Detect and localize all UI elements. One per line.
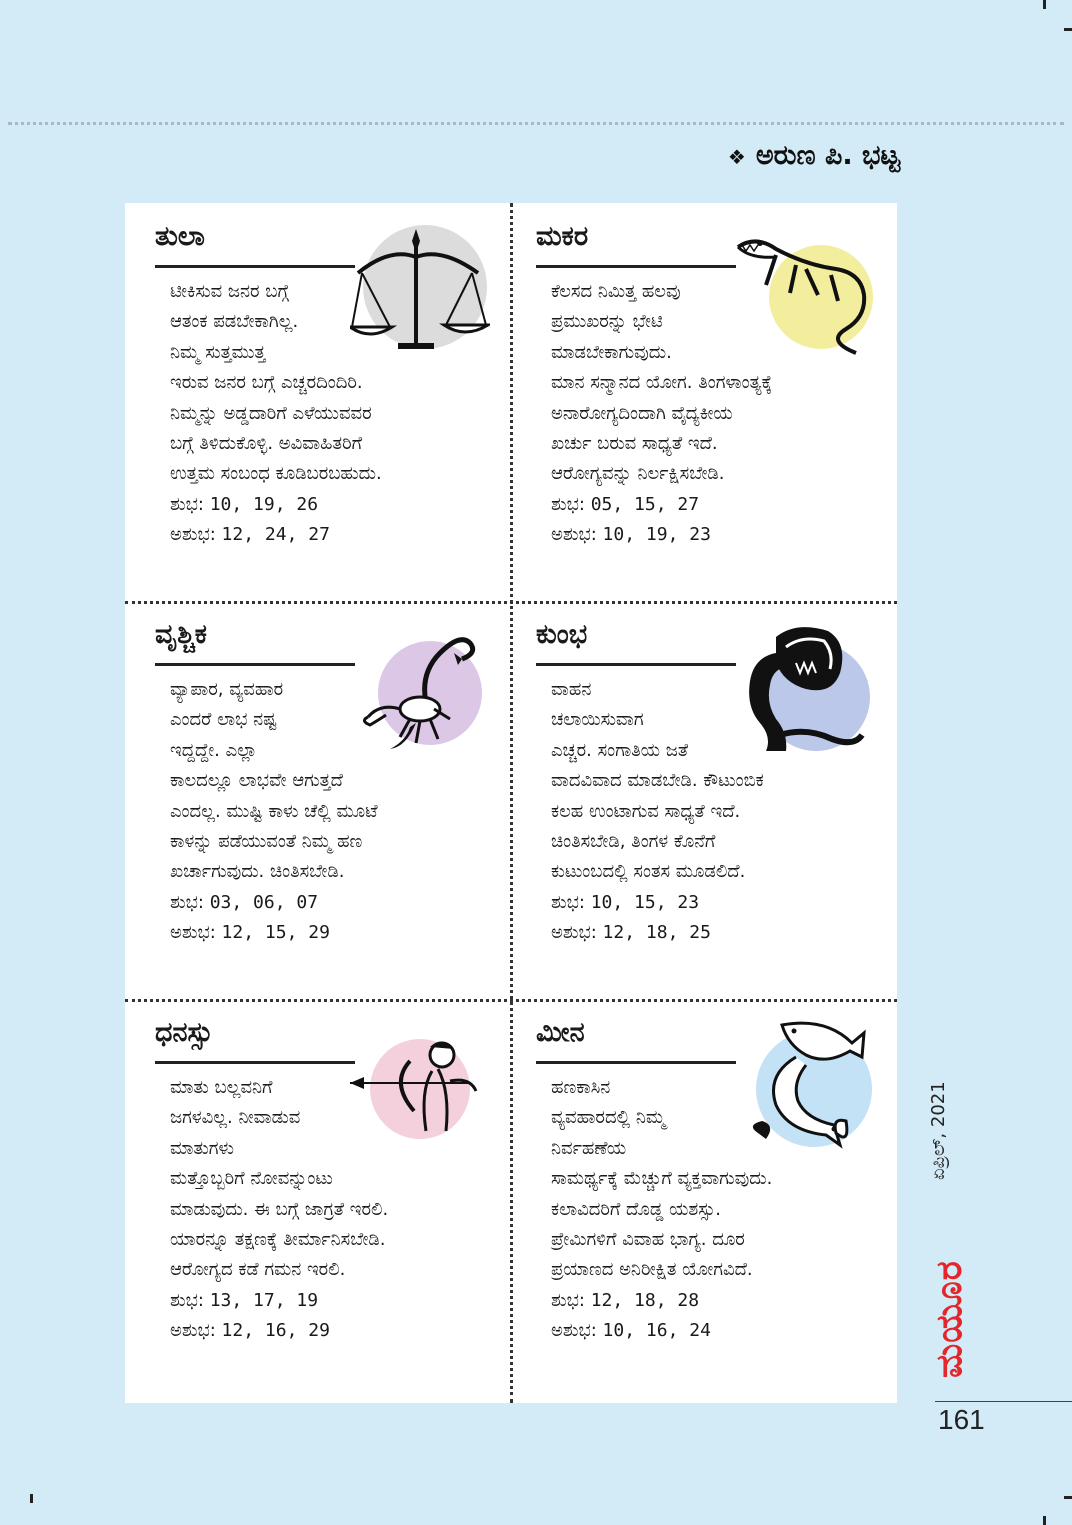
sign-title: ಮಕರ bbox=[536, 221, 589, 252]
sign-card-kumbha bbox=[511, 601, 897, 999]
text-line: ಕಾಲದಲ್ಲೂ ಲಾಭವೇ ಆಗುತ್ತದೆ bbox=[170, 770, 344, 792]
lucky-dates bbox=[170, 490, 500, 520]
text-line: ಮಾನ ಸನ್ಮಾನದ ಯೋಗ. ತಿಂಗಳಾಂತ್ಯಕ್ಕೆ bbox=[551, 372, 773, 394]
text-line: ಕಲಾವಿದರಿಗೆ ದೊಡ್ಡ ಯಶಸ್ಸು. bbox=[551, 1198, 721, 1220]
sign-card-meena bbox=[511, 999, 897, 1397]
unlucky-values: 12, 18, 25 bbox=[602, 922, 711, 944]
issue-date: ಏಪ್ರಿಲ್, 2021 bbox=[928, 1081, 949, 1180]
sign-description bbox=[551, 277, 881, 551]
crop-mark-right-bottom bbox=[1064, 1496, 1072, 1499]
text-line: ವಾದವಿವಾದ ಮಾಡಬೇಡಿ. ಕೌಟುಂಬಿಕ bbox=[551, 770, 764, 792]
text-line: ಆರೋಗ್ಯವನ್ನು ನಿರ್ಲಕ್ಷಿಸಬೇಡಿ. bbox=[551, 463, 725, 485]
text-line: ನಿರ್ವಹಣೆಯ bbox=[551, 1137, 627, 1159]
unlucky-label: ಅಶುಭ: bbox=[170, 922, 216, 944]
text-line: ಆತಂಕ ಪಡಬೇಕಾಗಿಲ್ಲ. bbox=[170, 311, 299, 333]
text-line: ಖರ್ಚು ಬರುವ ಸಾಧ್ಯತೆ ಇದೆ. bbox=[551, 433, 718, 455]
lucky-values: 05, 15, 27 bbox=[590, 493, 700, 515]
text-line: ಕುಟುಂಬದಲ್ಲಿ ಸಂತಸ ಮೂಡಲಿದೆ. bbox=[551, 861, 746, 883]
title-underline bbox=[536, 1061, 736, 1064]
sign-title: ಧನಸ್ಸು bbox=[155, 1017, 213, 1048]
sign-description bbox=[551, 675, 881, 949]
sign-card-vrischika bbox=[125, 601, 511, 999]
unlucky-label: ಅಶುಭ: bbox=[551, 922, 597, 944]
lucky-dates bbox=[551, 490, 881, 520]
unlucky-values: 12, 16, 29 bbox=[221, 1320, 330, 1342]
text-line: ಎಂದಲ್ಲ. ಮುಷ್ಟಿ ಕಾಳು ಚೆಲ್ಲಿ ಮೂಟೆ bbox=[170, 800, 378, 822]
text-line: ಇದ್ದದ್ದೇ. ಎಲ್ಲಾ bbox=[170, 739, 258, 761]
lucky-values: 10, 19, 26 bbox=[209, 493, 319, 515]
title-underline bbox=[155, 663, 355, 666]
crop-mark-top bbox=[1043, 0, 1046, 9]
lucky-values: 03, 06, 07 bbox=[209, 891, 319, 913]
unlucky-label: ಅಶುಭ: bbox=[551, 524, 597, 546]
text-line: ಉತ್ತಮ ಸಂಬಂಧ ಕೂಡಿಬರಬಹುದು. bbox=[170, 463, 382, 485]
title-underline bbox=[155, 1061, 355, 1064]
text-line: ನಿಮ್ಮನ್ನು ಅಡ್ಡದಾರಿಗೆ ಎಳೆಯುವವರ bbox=[170, 402, 372, 424]
sign-description bbox=[551, 1073, 881, 1347]
sign-description bbox=[170, 675, 500, 949]
text-line: ಹಣಕಾಸಿನ bbox=[551, 1077, 611, 1098]
text-line: ಪ್ರಯಾಣದ ಅನಿರೀಕ್ಷಿತ ಯೋಗವಿದೆ. bbox=[551, 1259, 753, 1281]
page-number-rule bbox=[935, 1401, 1072, 1402]
unlucky-dates bbox=[170, 520, 500, 550]
magazine-logo: ಮಯೂರ bbox=[929, 1260, 970, 1378]
sign-title: ಕುಂಭ bbox=[536, 619, 588, 650]
unlucky-values: 10, 16, 24 bbox=[602, 1320, 711, 1342]
title-underline bbox=[155, 265, 355, 268]
crop-mark-left-bottom bbox=[30, 1494, 33, 1503]
text-line: ಜಗಳವಿಲ್ಲ. ನೀವಾಡುವ bbox=[170, 1107, 301, 1129]
crop-mark-right-top bbox=[1064, 28, 1072, 31]
lucky-values: 12, 18, 28 bbox=[590, 1289, 700, 1311]
text-line: ಮಾಡಬೇಕಾಗುವುದು. bbox=[551, 341, 672, 363]
page-number: 161 bbox=[938, 1404, 985, 1435]
text-line: ಎಚ್ಚರ. ಸಂಗಾತಿಯ ಜತೆ bbox=[551, 739, 689, 761]
text-line: ಎಂದರೆ ಲಾಭ ನಷ್ಟ bbox=[170, 709, 277, 731]
diamond-bullet-icon: ❖ bbox=[727, 145, 746, 169]
lucky-dates bbox=[170, 1286, 500, 1316]
unlucky-values: 12, 15, 29 bbox=[221, 922, 330, 944]
text-line: ಬಗ್ಗೆ ತಿಳಿದುಕೊಳ್ಳಿ. ಅವಿವಾಹಿತರಿಗೆ bbox=[170, 433, 363, 455]
text-line: ವ್ಯಾಪಾರ, ವ್ಯವಹಾರ bbox=[170, 679, 284, 700]
crop-mark-bottom bbox=[1043, 1516, 1046, 1525]
unlucky-label: ಅಶುಭ: bbox=[551, 1320, 597, 1342]
horoscope-panel bbox=[125, 203, 897, 1403]
sign-card-tula bbox=[125, 203, 511, 601]
lucky-dates bbox=[170, 888, 500, 918]
author-name: ಅರುಣ ಪಿ. ಭಟ್ಟ bbox=[755, 140, 900, 171]
unlucky-dates bbox=[170, 1316, 500, 1346]
unlucky-values: 10, 19, 23 bbox=[602, 524, 711, 546]
unlucky-label: ಅಶುಭ: bbox=[170, 1320, 216, 1342]
text-line: ಕೆಲಸದ ನಿಮಿತ್ತ ಹಲವು bbox=[551, 281, 681, 302]
text-line: ಮಾತುಗಳು bbox=[170, 1137, 234, 1159]
title-underline bbox=[536, 265, 736, 268]
text-line: ಮಾಡುವುದು. ಈ ಬಗ್ಗೆ ಜಾಗ್ರತೆ ಇರಲಿ. bbox=[170, 1198, 389, 1220]
lucky-values: 10, 15, 23 bbox=[590, 891, 700, 913]
lucky-dates bbox=[551, 888, 881, 918]
title-underline bbox=[536, 663, 736, 666]
unlucky-dates bbox=[551, 1316, 881, 1346]
text-line: ಕಾಳನ್ನು ಪಡೆಯುವಂತೆ ನಿಮ್ಮ ಹಣ bbox=[170, 831, 363, 853]
text-line: ವ್ಯವಹಾರದಲ್ಲಿ ನಿಮ್ಮ bbox=[551, 1107, 666, 1129]
lucky-dates bbox=[551, 1286, 881, 1316]
sign-card-makara bbox=[511, 203, 897, 601]
sign-title: ತುಲಾ bbox=[155, 221, 205, 252]
top-dotted-divider bbox=[8, 122, 1064, 125]
unlucky-dates bbox=[170, 918, 500, 948]
lucky-label: ಶುಭ: bbox=[170, 1289, 204, 1311]
text-line: ಪ್ರೇಮಿಗಳಿಗೆ ವಿವಾಹ ಭಾಗ್ಯ. ದೂರ bbox=[551, 1229, 745, 1251]
lucky-label: ಶುಭ: bbox=[551, 493, 585, 515]
unlucky-values: 12, 24, 27 bbox=[221, 524, 330, 546]
text-line: ಚಲಾಯಿಸುವಾಗ bbox=[551, 709, 644, 731]
text-line: ಟೀಕಿಸುವ ಜನರ ಬಗ್ಗೆ bbox=[170, 281, 289, 302]
author-byline bbox=[728, 140, 900, 172]
lucky-label: ಶುಭ: bbox=[551, 891, 585, 913]
text-line: ಚಿಂತಿಸಬೇಡಿ, ತಿಂಗಳ ಕೊನೆಗೆ bbox=[551, 831, 716, 853]
sign-title: ಮೀನ bbox=[536, 1017, 585, 1048]
lucky-label: ಶುಭ: bbox=[170, 891, 204, 913]
sign-title: ವೃಶ್ಚಿಕ bbox=[155, 619, 207, 650]
lucky-label: ಶುಭ: bbox=[551, 1289, 585, 1311]
sign-description bbox=[170, 277, 500, 551]
text-line: ನಿಮ್ಮ ಸುತ್ತಮುತ್ತ bbox=[170, 341, 266, 363]
text-line: ಪ್ರಮುಖರನ್ನು ಭೇಟಿ bbox=[551, 311, 663, 333]
text-line: ಆರೋಗ್ಯದ ಕಡೆ ಗಮನ ಇರಲಿ. bbox=[170, 1259, 346, 1281]
text-line: ಖರ್ಚಾಗುವುದು. ಚಿಂತಿಸಬೇಡಿ. bbox=[170, 861, 345, 883]
text-line: ಮಾತು ಬಲ್ಲವನಿಗೆ bbox=[170, 1077, 273, 1098]
text-line: ಕಲಹ ಉಂಟಾಗುವ ಸಾಧ್ಯತೆ ಇದೆ. bbox=[551, 800, 741, 822]
text-line: ಅನಾರೋಗ್ಯದಿಂದಾಗಿ ವೈದ್ಯಕೀಯ bbox=[551, 402, 733, 424]
text-line: ಯಾರನ್ನೂ ತಕ್ಷಣಕ್ಕೆ ತೀರ್ಮಾನಿಸಬೇಡಿ. bbox=[170, 1229, 386, 1251]
lucky-label: ಶುಭ: bbox=[170, 493, 204, 515]
text-line: ಮತ್ತೊಬ್ಬರಿಗೆ ನೋವನ್ನುಂಟು bbox=[170, 1168, 333, 1190]
text-line: ಇರುವ ಜನರ ಬಗ್ಗೆ ಎಚ್ಚರದಿಂದಿರಿ. bbox=[170, 372, 363, 394]
text-line: ಸಾಮರ್ಥ್ಯಕ್ಕೆ ಮೆಚ್ಚುಗೆ ವ್ಯಕ್ತವಾಗುವುದು. bbox=[551, 1168, 773, 1190]
unlucky-dates bbox=[551, 918, 881, 948]
text-line: ವಾಹನ bbox=[551, 679, 592, 700]
sign-description bbox=[170, 1073, 500, 1347]
unlucky-label: ಅಶುಭ: bbox=[170, 524, 216, 546]
sign-card-dhanassu bbox=[125, 999, 511, 1397]
lucky-values: 13, 17, 19 bbox=[209, 1289, 319, 1311]
unlucky-dates bbox=[551, 520, 881, 550]
